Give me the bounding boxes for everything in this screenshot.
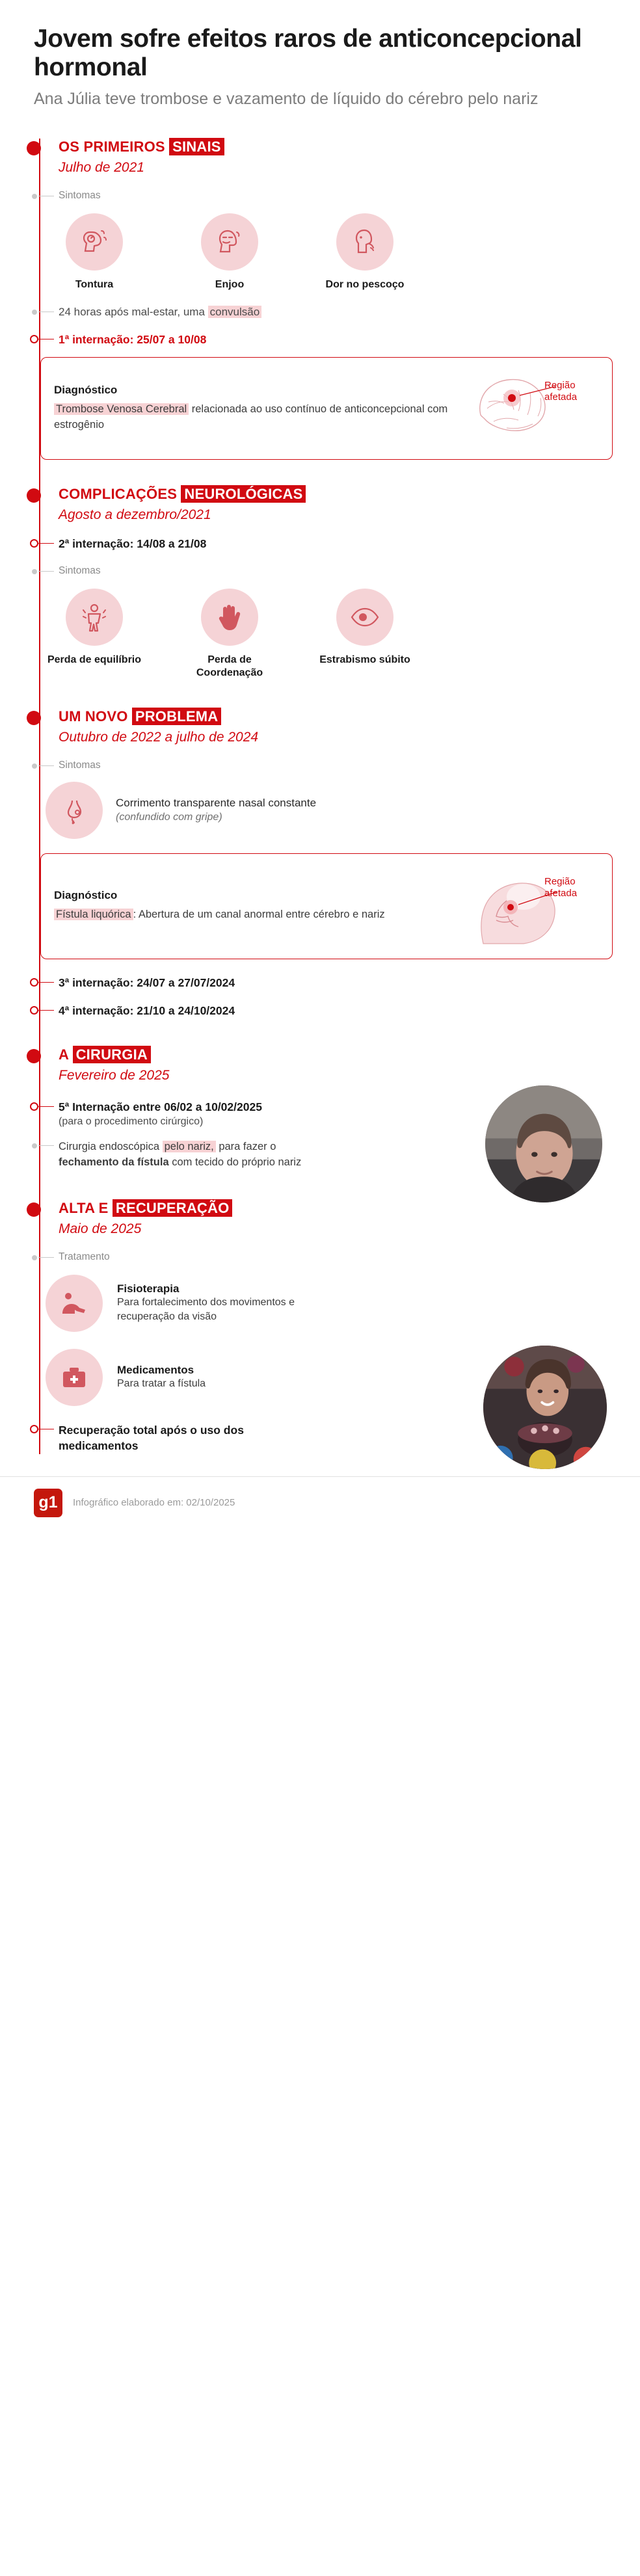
treatment-desc: Para tratar a fístula <box>117 1378 206 1390</box>
final-note-row <box>34 1423 640 1454</box>
timeline-node-icon <box>30 978 38 987</box>
footer <box>0 1476 640 1535</box>
medication-kit-icon <box>46 1349 103 1406</box>
symptoms-label: Sintomas <box>59 564 101 576</box>
section-marker-icon <box>27 488 41 503</box>
diagnosis-body <box>54 402 459 433</box>
bullet-icon <box>32 1255 37 1260</box>
surgery-detail-highlight: pelo nariz, <box>163 1141 216 1152</box>
diagnosis-title: Diagnóstico <box>54 383 118 396</box>
symptom-single-sub: (confundido com gripe) <box>116 812 222 823</box>
symptoms-label-row-2 <box>34 565 640 577</box>
note-row-convulsao <box>34 306 640 319</box>
region-affected-label: Região afetada <box>544 379 578 403</box>
section-period: Fevereiro de 2025 <box>59 1067 170 1083</box>
bullet-icon <box>32 764 37 769</box>
page-subtitle: Ana Júlia teve trombose e vazamento de líquido do cérebro pelo nariz <box>34 90 539 109</box>
section-primeiros-sinais <box>34 139 640 176</box>
bullet-icon <box>32 194 37 199</box>
section-alta-recuperacao <box>34 1200 640 1237</box>
admission-row-5 <box>34 1100 640 1128</box>
section-title-highlight: SINAIS <box>169 138 224 155</box>
recovery-photo-row <box>34 1349 640 1406</box>
surgery-detail-mid: para fazer o <box>215 1140 276 1152</box>
timeline-node-icon <box>30 1102 38 1111</box>
dizziness-icon <box>66 213 123 271</box>
connector-line <box>38 1257 54 1258</box>
g1-logo: g1 <box>34 1489 62 1517</box>
region-affected-label: Região afetada <box>544 875 578 899</box>
section-marker-icon <box>27 1202 41 1217</box>
section-complicacoes-neurologicas <box>34 486 640 523</box>
admission-row-1 <box>34 333 640 347</box>
timeline <box>0 139 640 1454</box>
coordination-loss-icon <box>201 589 258 646</box>
surgery-detail-pre: Cirurgia endoscópica <box>59 1140 163 1152</box>
admission-row-3 <box>34 976 640 990</box>
note-text <box>59 306 261 318</box>
neck-pain-icon <box>336 213 393 271</box>
diagnosis-body <box>54 907 459 923</box>
symptom-item <box>181 213 278 291</box>
note-text-highlight: convulsão <box>208 306 262 318</box>
symptom-caption: Perda de equilíbrio <box>47 654 142 665</box>
timeline-node-icon <box>30 1425 38 1433</box>
symptom-item <box>316 213 414 291</box>
symptom-caption: Tontura <box>75 278 114 290</box>
connector-line <box>38 543 54 544</box>
treatment-title: Medicamentos <box>117 1364 194 1377</box>
note-text-pre: 24 horas após mal-estar, uma <box>59 305 208 318</box>
timeline-node-icon <box>30 335 38 343</box>
section-period: Outubro de 2022 a julho de 2024 <box>59 729 259 745</box>
surgery-detail-row <box>34 1139 640 1171</box>
diagnosis-rest: relacionada ao uso contínuo de anticoncepcional com estrogênio <box>54 403 448 431</box>
section-um-novo-problema <box>34 708 640 745</box>
diagnosis-card-1 <box>40 357 613 460</box>
symptom-item <box>316 589 414 680</box>
diagnosis-rest: : Abertura de um canal anormal entre cérebro e nariz <box>133 909 385 921</box>
section-title <box>59 1046 640 1063</box>
surgery-detail-bold: fechamento da fístula <box>59 1156 169 1168</box>
bullet-icon <box>32 569 37 574</box>
admission-label: 4ª internação: 21/10 a 24/10/2024 <box>59 1003 235 1017</box>
symptom-item <box>181 589 278 680</box>
connector-line <box>38 1010 54 1011</box>
admission-row-4 <box>34 1004 640 1018</box>
surgery-detail-text <box>59 1139 338 1171</box>
symptom-item <box>46 213 143 291</box>
admission-row-2 <box>34 537 640 551</box>
section-marker-icon <box>27 711 41 725</box>
admission-subnote: (para o procedimento cirúrgico) <box>59 1115 204 1127</box>
bullet-icon <box>32 1143 37 1149</box>
connector-line <box>38 571 54 572</box>
symptoms-label-row-3 <box>34 760 640 771</box>
section-a-cirurgia <box>34 1046 640 1083</box>
section-title-highlight: CIRURGIA <box>73 1046 151 1063</box>
treatment-label: Tratamento <box>59 1251 110 1263</box>
section-title-plain: ALTA E <box>59 1200 113 1217</box>
treatment-item-physio <box>34 1275 640 1332</box>
footer-credit: Infográfico elaborado em: 02/10/2025 <box>73 1497 235 1509</box>
bullet-icon <box>32 310 37 315</box>
treatment-label-row <box>34 1251 640 1263</box>
connector-line <box>38 765 54 766</box>
symptom-caption: Dor no pescoço <box>325 278 405 290</box>
section-title <box>59 139 640 155</box>
diagnosis-text <box>54 889 459 923</box>
surgery-detail-end: com tecido do próprio nariz <box>168 1156 302 1168</box>
section-title-plain: A <box>59 1046 73 1063</box>
connector-line <box>38 1145 54 1146</box>
section-period: Maio de 2025 <box>59 1221 142 1237</box>
symptom-single-row <box>34 782 640 839</box>
diagnosis-card-2 <box>40 853 613 959</box>
section-title-highlight: NEUROLÓGICAS <box>181 485 306 503</box>
final-note: Recuperação total após o uso dos medicamentos <box>59 1424 244 1453</box>
section-title-plain: UM NOVO <box>59 708 132 724</box>
symptoms-label: Sintomas <box>59 759 101 771</box>
symptom-caption: Enjoo <box>215 278 245 290</box>
diagnosis-title: Diagnóstico <box>54 889 118 902</box>
surgery-photo-row <box>34 1100 640 1171</box>
brain-illustration <box>459 369 599 447</box>
diagnosis-highlight: Fístula liquórica <box>54 909 133 920</box>
head-profile-illustration <box>459 866 599 947</box>
symptom-single-text: Corrimento transparente nasal constante <box>116 797 317 810</box>
admission-label: 1ª internação: 25/07 a 10/08 <box>59 332 207 346</box>
section-title-plain: COMPLICAÇÕES <box>59 485 181 502</box>
admission-label: 3ª internação: 24/07 a 27/07/2024 <box>59 976 235 989</box>
section-title-highlight: RECUPERAÇÃO <box>113 1199 233 1217</box>
section-marker-icon <box>27 1049 41 1063</box>
symptoms-label-row-1 <box>34 190 640 202</box>
symptom-caption: Estrabismo súbito <box>319 654 410 665</box>
treatment-desc: Para fortalecimento dos movimentos e recuperação da visão <box>117 1297 295 1323</box>
symptom-caption: Perda de Coordenação <box>196 654 263 678</box>
connector-line <box>38 982 54 983</box>
admission-label: 5ª Internação entre 06/02 a 10/02/2025 <box>59 1100 262 1113</box>
treatment-title: Fisioterapia <box>117 1282 180 1295</box>
diagnosis-text <box>54 384 459 433</box>
connector-line <box>38 1106 54 1107</box>
timeline-node-icon <box>30 539 38 548</box>
section-title-highlight: PROBLEMA <box>132 708 222 725</box>
page-title: Jovem sofre efeitos raros de anticoncepcional hormonal <box>34 25 582 81</box>
section-title <box>59 486 640 503</box>
sudden-strabismus-icon <box>336 589 393 646</box>
symptom-icon-group-2 <box>34 589 640 680</box>
symptom-item <box>46 589 143 680</box>
nose-drip-icon <box>46 782 103 839</box>
section-period: Julho de 2021 <box>59 159 144 175</box>
symptoms-label: Sintomas <box>59 189 101 201</box>
section-title <box>59 1200 640 1217</box>
admission-label: 2ª internação: 14/08 a 21/08 <box>59 537 207 550</box>
nausea-icon <box>201 213 258 271</box>
balance-loss-icon <box>66 589 123 646</box>
section-period: Agosto a dezembro/2021 <box>59 507 211 522</box>
header <box>0 0 640 122</box>
physiotherapy-icon <box>46 1275 103 1332</box>
section-marker-icon <box>27 141 41 155</box>
section-title <box>59 708 640 725</box>
symptom-icon-group-1 <box>34 213 640 291</box>
diagnosis-highlight: Trombose Venosa Cerebral <box>54 403 189 415</box>
section-title-plain: OS PRIMEIROS <box>59 138 170 155</box>
timeline-node-icon <box>30 1006 38 1015</box>
